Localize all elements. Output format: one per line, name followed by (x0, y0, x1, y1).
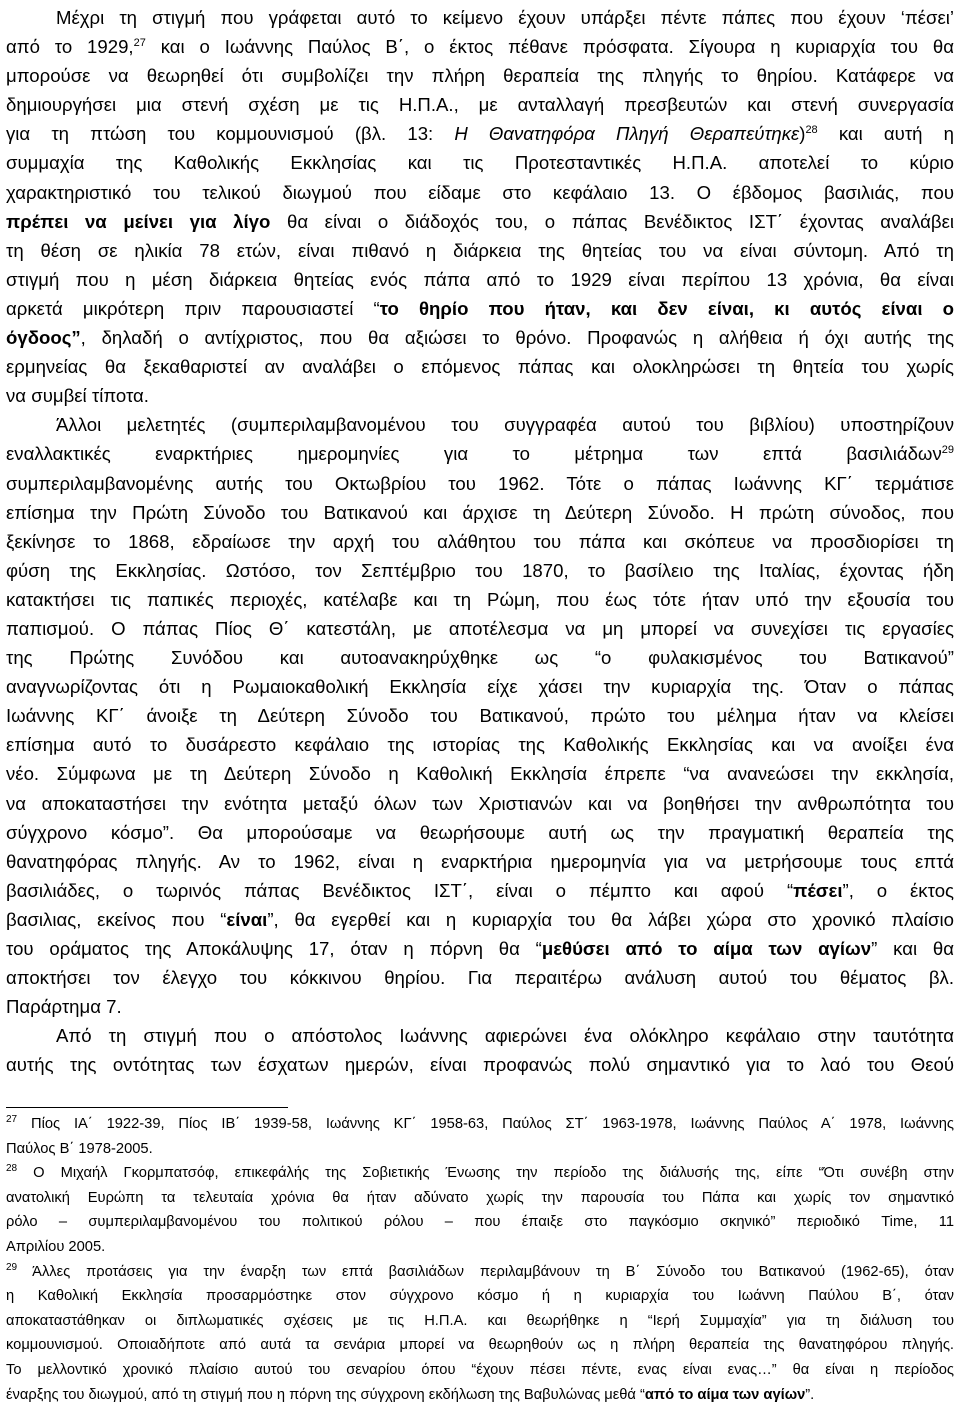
text-line (6, 992, 954, 1021)
text-segment: Άλλοι μελετητές (συμπεριλαμβανομένου του συγγραφέα αυτού του βιβλίου) υποστηρίζουν (56, 414, 954, 436)
text-segment: έναρξης του διωγμού, από τη στιγμή που η πόρνη της σύγχρονη εκδήλωση της Βαβυλώνας μεθά “ (6, 1386, 645, 1403)
text-segment: κατακτήσει τις παπικές περιοχές, κατέλαβε και τη Ρώμη, που έως τότε ήταν υπό την εξουσία του (6, 588, 954, 610)
text-line (6, 148, 954, 177)
text-segment: για τη πτώση του κομμουνισμού (βλ. 13: (6, 123, 455, 145)
footnote-line (6, 1137, 954, 1162)
text-line (6, 818, 954, 847)
text-line (6, 207, 954, 236)
text-segment: μπορούσε να θεωρηθεί ότι συμβολίζει την πλήρη θεραπεία της πληγής το θηρίου. Κατάφερε να (6, 65, 954, 87)
text-segment: δημιουργήσει μια στενή σχέση με τις Η.Π.Α., με ανταλλαγή πρεσβευτών και στενή συνεργασία (6, 94, 954, 116)
text-line (6, 1050, 954, 1079)
text-segment: ”, ο έκτος (842, 879, 954, 901)
bold-text: από το αίμα των αγίων (644, 1386, 806, 1403)
footnote-line (6, 1309, 954, 1334)
text-line (6, 963, 954, 992)
footnote-line (6, 1383, 954, 1408)
text-segment: της Πρώτης Συνόδου και αυτοανακηρύχθηκε ως “ο φυλακισμένος του Βατικανού” (6, 647, 954, 669)
text-segment: συμμαχία της Καθολικής Εκκλησίας και τις Προτεσταντικές Η.Π.Α. αποτελεί το κύριο (6, 152, 954, 174)
text-segment: Απριλίου 2005. (6, 1238, 106, 1255)
text-line (6, 498, 954, 527)
text-line (6, 672, 954, 701)
text-line (6, 759, 954, 788)
text-segment: ερμηνείας θα ξεκαθαριστεί αν αναλάβει ο επόμενος πάπας και ολοκληρώσει τη θητεία του χωρίς (6, 356, 954, 378)
text-segment: βασιλιας, εκείνος που “ (6, 908, 227, 930)
bold-text: πέσει (793, 879, 843, 901)
text-segment: βασιλιάδες, ο τωρινός πάπας Βενέδικτος ΙΣΤ΄, είναι ο πέμπτο και αφού “ (6, 879, 794, 901)
footnote-line (6, 1186, 954, 1211)
text-segment: αποκαταστάθηκαν οι διπλωματικές σχέσεις με τις Η.Π.Α. και θεωρήθηκε η “Ιερή Συμμαχία” για τη διάλυση του (6, 1312, 954, 1329)
text-line (6, 265, 954, 294)
text-segment: αυτής της οντότητας των έσχατων ημερών, είναι προφανώς πολύ σημαντικό για το λαό του Θεού (6, 1054, 954, 1076)
text-line (6, 469, 954, 498)
text-segment: συμπεριλαμβανομένης αυτής του Οκτωβρίου του 1962. Τότε ο πάπας Ιωάννης ΚΓ΄ τερμάτισε (6, 472, 954, 494)
text-segment: να συμβεί τίποτα. (6, 385, 149, 407)
footnote-line (6, 1161, 954, 1186)
footnote-marker: 29 (6, 1261, 18, 1273)
footnote-line (6, 1235, 954, 1260)
footnote-line (6, 1112, 954, 1137)
text-segment: Ιωάννης ΚΓ΄ άνοιξε τη Δεύτερη Σύνοδο του Βατικανού, πρώτο του μέλημα ήταν να κλείσει (6, 705, 954, 727)
text-segment: ” και θα (871, 938, 954, 959)
footnote-marker: 28 (6, 1163, 18, 1175)
text-line (6, 323, 954, 352)
footnote-line (6, 1358, 954, 1383)
text-segment: να αποκαταστήσει την ενότητα μεταξύ όλων των Χριστιανών και να βοηθήσει την ανθρωπότητα του (6, 792, 954, 814)
footnote-separator (6, 1107, 288, 1108)
text-line (6, 119, 954, 148)
text-segment: Άλλες προτάσεις για την έναρξη των επτά βασιλιάδων περιλαμβάνουν τη Β΄ Σύνοδο του Βατικανού (1962-65), όταν (17, 1263, 954, 1280)
text-segment: ”. (805, 1386, 815, 1403)
text-segment: από το 1929, (6, 36, 134, 58)
text-segment: αναγνωρίζοντας ότι η Ρωμαιοκαθολική Εκκλησία είχε χάσει την κυριαρχία της. Όταν ο πάπας (6, 676, 954, 698)
text-segment: θανατηφόρας πληγής. Αν το 1962, είναι η εναρκτήρια ημερομηνία για να μετρήσουμε τους επτά (6, 850, 954, 872)
text-line (6, 90, 954, 119)
text-line (6, 789, 954, 818)
text-line (6, 439, 954, 468)
text-line (6, 410, 954, 439)
footnote-line (6, 1260, 954, 1285)
footnote-marker: 28 (805, 124, 818, 137)
text-segment: του οράματος της Αποκάλυψης 17, όταν η πόρνη θα “ (6, 938, 542, 959)
text-line (6, 381, 954, 410)
text-segment: εναλλακτικές εναρκτήριες ημερομηνίες για το μέτρημα των επτά βασιλιάδων (6, 443, 942, 465)
text-segment: σύγχρονο κόσμο”. Θα μπορούσαμε να θεωρήσουμε αυτή ως την πραγματική θεραπεία της (6, 821, 954, 843)
text-line (6, 643, 954, 672)
bold-text: όγδοος” (6, 327, 81, 349)
text-line (6, 847, 954, 876)
text-segment: φύση της Εκκλησίας. Ωστόσο, τον Σεπτέμβριο του 1870, το βασίλειο της Ιταλίας, έχοντας ήδη (6, 559, 954, 581)
footnote-marker: 27 (133, 37, 146, 50)
bold-text: το θηρίο που ήταν, και δεν είναι, κι αυτός είναι ο (379, 297, 954, 319)
text-segment: και αυτή η (817, 123, 955, 145)
footnote-line (6, 1333, 954, 1358)
bold-text: πρέπει να μείνει για λίγο (6, 210, 271, 232)
text-segment: ξεκίνησε το 1868, εδραίωσε την αρχή του αλάθητου του πάπα και σκόπευε να προσδιορίσει τη (6, 530, 954, 552)
text-segment: κομμουνισμού. Οποιαδήποτε από αυτά τα σενάρια μπορεί να θεωρηθούν ως η πλήρη θεραπεία της θανατηφόρου πληγής. (6, 1337, 954, 1354)
text-segment: παπισμού. Ο πάπας Πίος Θ΄ κατεστάλη, με αποτέλεσμα να μη μπορεί να συνεχίσει τις εργασίες (6, 617, 954, 639)
bold-text: μεθύσει από το αίμα των αγίων (541, 938, 872, 959)
text-line (6, 61, 954, 90)
text-line (6, 730, 954, 759)
text-segment: Παράρτημα 7. (6, 996, 122, 1018)
text-line (6, 934, 954, 963)
text-line (6, 905, 954, 934)
text-segment: Μέχρι τη στιγμή που γράφεται αυτό το κείμενο έχουν υπάρξει πέντε πάπες που έχουν ‘πέσει’ (56, 7, 954, 28)
text-segment: Παύλος Β΄ 1978-2005. (6, 1140, 153, 1157)
text-segment: επίσημα αυτό το δυσάρεστο κεφάλαιο της ιστορίας της Καθολικής Εκκλησίας και να ανοίξει ένα (6, 734, 954, 756)
text-segment: Ο Μιχαήλ Γκορμπατσόφ, επικεφάλής της Σοβιετικής Ένωσης την περίοδο της διάλυσής της, είπε “Ότι συνέβη στην (17, 1165, 954, 1182)
text-segment: ανατολική Ευρώπη τα τελευταία χρόνια θα ήταν αδύνατο χωρίς την παρουσία του Πάπα και χωρίς τον σημαντικό (6, 1189, 954, 1206)
text-line (6, 3, 954, 32)
text-segment: θα είναι ο διάδοχός του, ο πάπας Βενέδικτος ΙΣΤ΄ έχοντας αναλάβει (270, 210, 954, 232)
text-segment: αρκετά μικρότερη πριν παρουσιαστεί “ (6, 297, 380, 319)
footnote-marker: 29 (941, 444, 954, 457)
text-line (6, 294, 954, 323)
text-segment: ) (799, 123, 806, 145)
text-segment: η Καθολική Εκκλησία προσαρμόστηκε στον σύγχρονο κόσμο ή η κυριαρχία του Ιωάννη Παύλου Β΄, όταν (6, 1288, 954, 1305)
text-segment: χαρακτηριστικό του τελικού διωγμού που είδαμε στο κεφάλαιο 13. Ο έβδομος βασιλιάς, που (6, 181, 954, 203)
text-segment: τη θέση σε ηλικία 78 ετών, είναι πιθανό η διάρκεια της θητείας του να είναι σύντομη. Από τη (6, 239, 954, 261)
text-segment: Πίος ΙΑ΄ 1922-39, Πίος ΙΒ΄ 1939-58, Ιωάννης ΚΓ΄ 1958-63, Παύλος ΣΤ΄ 1963-1978, Ιωάννης Παύλος Α΄ 1978, Ιωάννης (17, 1116, 954, 1132)
text-line (6, 236, 954, 265)
text-line (6, 1021, 954, 1050)
text-line (6, 876, 954, 905)
text-line (6, 352, 954, 381)
italic-text: Η Θανατηφόρα Πληγή Θεραπεύτηκε (454, 123, 800, 145)
text-segment: Το μελλοντικό χρονικό πλαίσιο αυτού του σεναρίου όπου “έχουν πέσει πέντε, ενας είναι ενας…” θα είναι η περίοδος (6, 1361, 954, 1378)
text-segment: Από τη στιγμή που ο απόστολος Ιωάννης αφιερώνει ένα ολόκληρο κεφάλαιο στην ταυτότητα (56, 1025, 954, 1047)
text-segment: ρόλο – συμπεριλαμβανομένου του πολιτικού ρόλου – που έπαιξε στο παγκόσμιο σκηνικό” περιοδικό Time, 11 (6, 1214, 954, 1231)
footnotes (6, 1112, 954, 1407)
text-line (6, 527, 954, 556)
text-segment: επίσημα την Πρώτη Σύνοδο του Βατικανού και άρχισε τη Δεύτερη Σύνοδο. Η πρώτη σύνοδος, που (6, 501, 954, 523)
text-segment: και ο Ιωάννης Παύλος Β΄, ο έκτος πέθανε πρόσφατα. Σίγουρα η κυριαρχία του θα (145, 36, 954, 58)
footnote-line (6, 1284, 954, 1309)
bold-text: είναι (226, 908, 268, 930)
text-line (6, 32, 954, 61)
text-segment: στιγμή που η μέση διάρκεια θητείας ενός πάπα από το 1929 είναι περίπου 13 χρόνια, θα είναι (6, 268, 954, 290)
text-segment: , δηλαδή ο αντίχριστος, που θα αξιώσει το θρόνο. Προφανώς η αλήθεια ή όχι αυτής της (80, 327, 954, 349)
body-text (6, 3, 954, 1079)
text-segment: νέο. Σύμφωνα με τη Δεύτερη Σύνοδο η Καθολική Εκκλησία έπρεπε “να ανανεώσει την εκκλησία, (6, 763, 954, 785)
footnote-marker: 27 (6, 1114, 18, 1125)
text-line (6, 585, 954, 614)
text-line (6, 556, 954, 585)
text-line (6, 178, 954, 207)
text-segment: ”, θα εγερθεί και η κυριαρχία του θα λάβει χώρα στο χρονικό πλαίσιο (267, 908, 954, 930)
text-line (6, 701, 954, 730)
text-line (6, 614, 954, 643)
text-segment: αποκτήσει τον έλεγχο του κόκκινου θηρίου. Για περαιτέρω ανάλυση αυτού του θέματος βλ. (6, 967, 954, 989)
footnote-line (6, 1210, 954, 1235)
